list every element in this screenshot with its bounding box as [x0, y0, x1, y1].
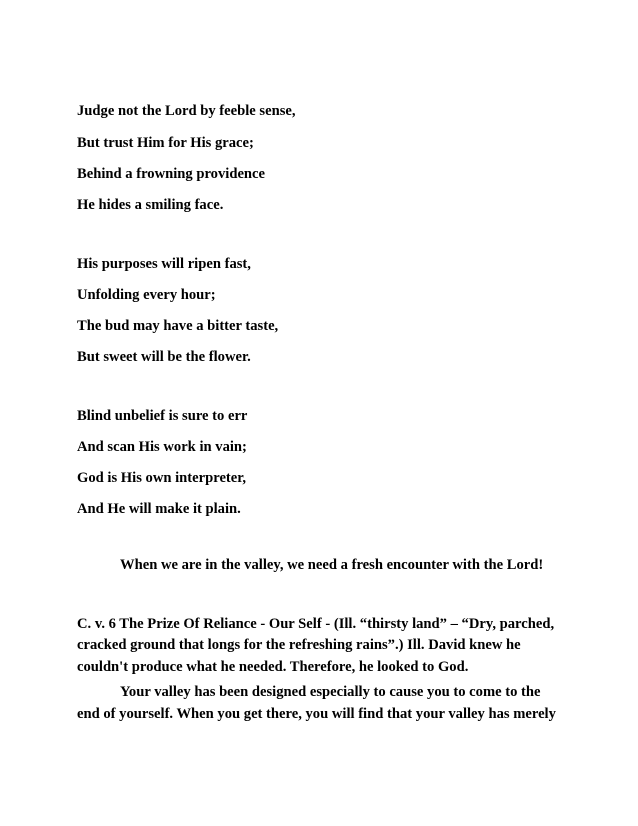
poem-line: He hides a smiling face. [77, 197, 224, 213]
poem-line: But sweet will be the flower. [77, 349, 251, 365]
poem-line: The bud may have a bitter taste, [77, 318, 279, 334]
poem-line: And scan His work in vain; [77, 439, 247, 455]
poem-line: His purposes will ripen fast, [77, 256, 251, 272]
paragraph-line: cracked ground that longs for the refreshing rains”.) Ill. David knew he [77, 637, 521, 653]
paragraph-line: C. v. 6 The Prize Of Reliance - Our Self - (Ill. “thirsty land” – “Dry, parched, [77, 616, 555, 632]
poem-line: Judge not the Lord by feeble sense, [77, 103, 296, 119]
paragraph-line: couldn't produce what he needed. Therefore, he looked to God. [77, 659, 469, 675]
valley-statement: When we are in the valley, we need a fresh encounter with the Lord! [120, 557, 544, 573]
poem-line: God is His own interpreter, [77, 470, 247, 486]
poem-line: Blind unbelief is sure to err [77, 408, 248, 424]
paragraph-line: Your valley has been designed especially to cause you to come to the [120, 684, 541, 700]
paragraph-line: end of yourself. When you get there, you will find that your valley has merely [77, 706, 556, 722]
poem-line: But trust Him for His grace; [77, 135, 254, 151]
poem-line: And He will make it plain. [77, 501, 241, 517]
poem-line: Behind a frowning providence [77, 166, 265, 182]
poem-line: Unfolding every hour; [77, 287, 216, 303]
